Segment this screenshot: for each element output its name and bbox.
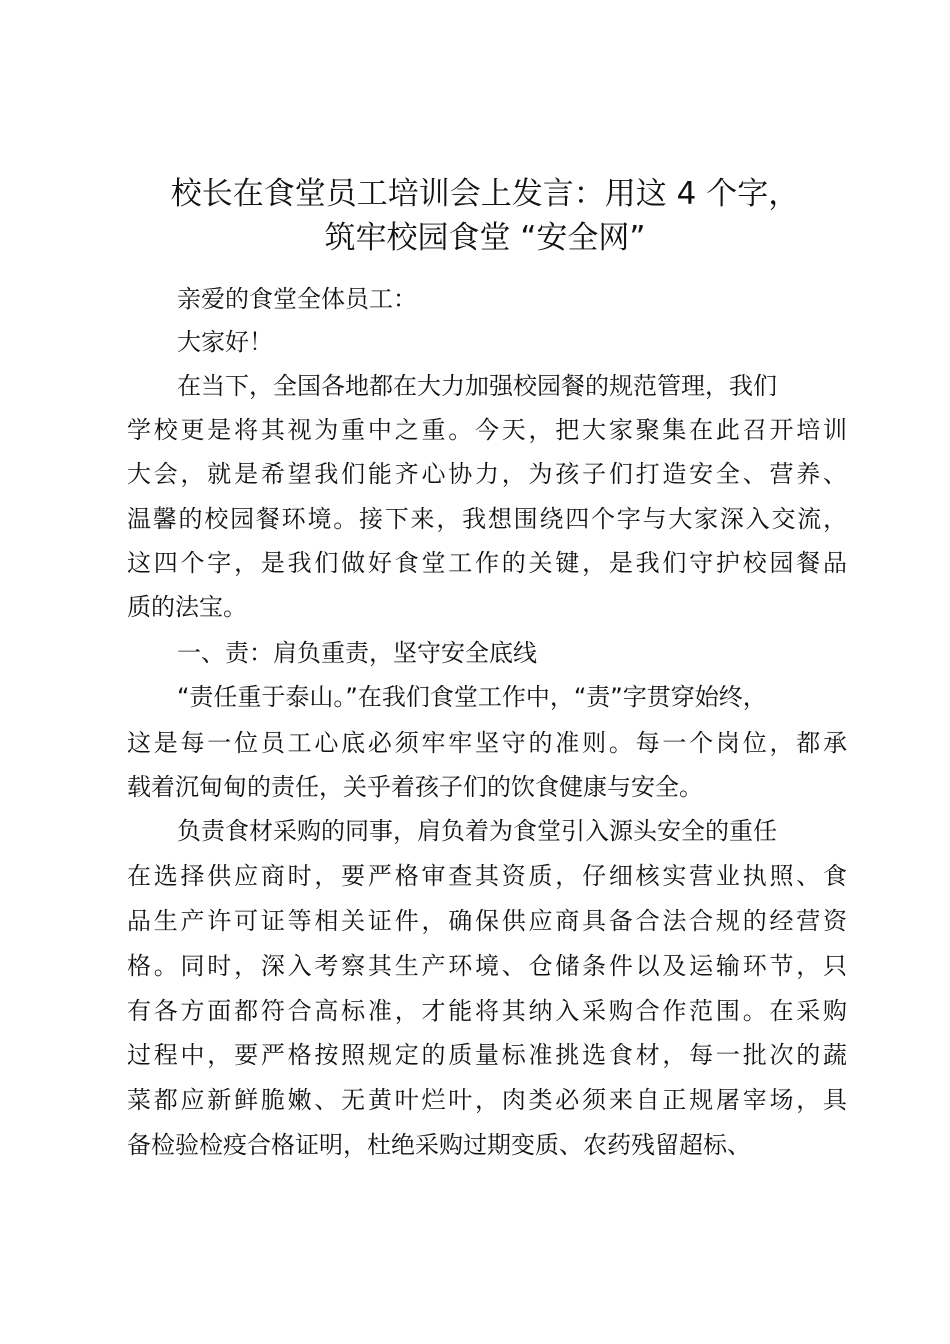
greeting: 大家好！ — [177, 328, 273, 356]
section-heading: 一、责：肩负重责，坚守安全底线 — [177, 639, 537, 667]
paragraph-line: 载着沉甸甸的责任，关乎着孩子们的饮食健康与安全。 — [127, 773, 703, 801]
paragraph-line: 负责食材采购的同事，肩负着为食堂引入源头安全的重任 — [177, 817, 777, 845]
paragraph-line: 品生产许可证等相关证件，确保供应商具备合法合规的经营资 — [127, 907, 847, 935]
paragraph-line: 温馨的校园餐环境。接下来，我想围绕四个字与大家深入交流， — [127, 505, 847, 533]
title-line-1: 校长在食堂员工培训会上发言：用这 4 个字， — [170, 176, 800, 212]
paragraph-line: 格。同时，深入考察其生产环境、仓储条件以及运输环节，只 — [127, 952, 847, 980]
paragraph-line: 有各方面都符合高标准，才能将其纳入采购合作范围。在采购 — [127, 997, 847, 1025]
paragraph-line: 菜都应新鲜脆嫩、无黄叶烂叶，肉类必须来自正规屠宰场，具 — [127, 1086, 847, 1114]
document-title — [100, 172, 870, 260]
paragraph-line: 质的法宝。 — [127, 593, 247, 621]
paragraph-line: 在当下，全国各地都在大力加强校园餐的规范管理，我们 — [177, 372, 777, 400]
salutation: 亲爱的食堂全体员工： — [177, 285, 417, 313]
paragraph-line: “责任重于泰山。”在我们食堂工作中，“责”字贯穿始终， — [177, 683, 767, 711]
paragraph-line: 大会，就是希望我们能齐心协力，为孩子们打造安全、营养、 — [127, 460, 847, 488]
paragraph-line: 在选择供应商时，要严格审查其资质，仔细核实营业执照、食 — [127, 862, 847, 890]
paragraph-line: 过程中，要严格按照规定的质量标准挑选食材，每一批次的蔬 — [127, 1041, 847, 1069]
paragraph-line: 这是每一位员工心底必须牢牢坚守的准则。每一个岗位，都承 — [127, 729, 847, 757]
paragraph-line: 备检验检疫合格证明，杜绝采购过期变质、农药残留超标、 — [127, 1131, 751, 1159]
title-line-2: 筑牢校园食堂 “安全网” — [324, 220, 646, 256]
paragraph-line: 学校更是将其视为重中之重。今天，把大家聚集在此召开培训 — [127, 416, 847, 444]
paragraph-line: 这四个字，是我们做好食堂工作的关键，是我们守护校园餐品 — [127, 549, 847, 577]
